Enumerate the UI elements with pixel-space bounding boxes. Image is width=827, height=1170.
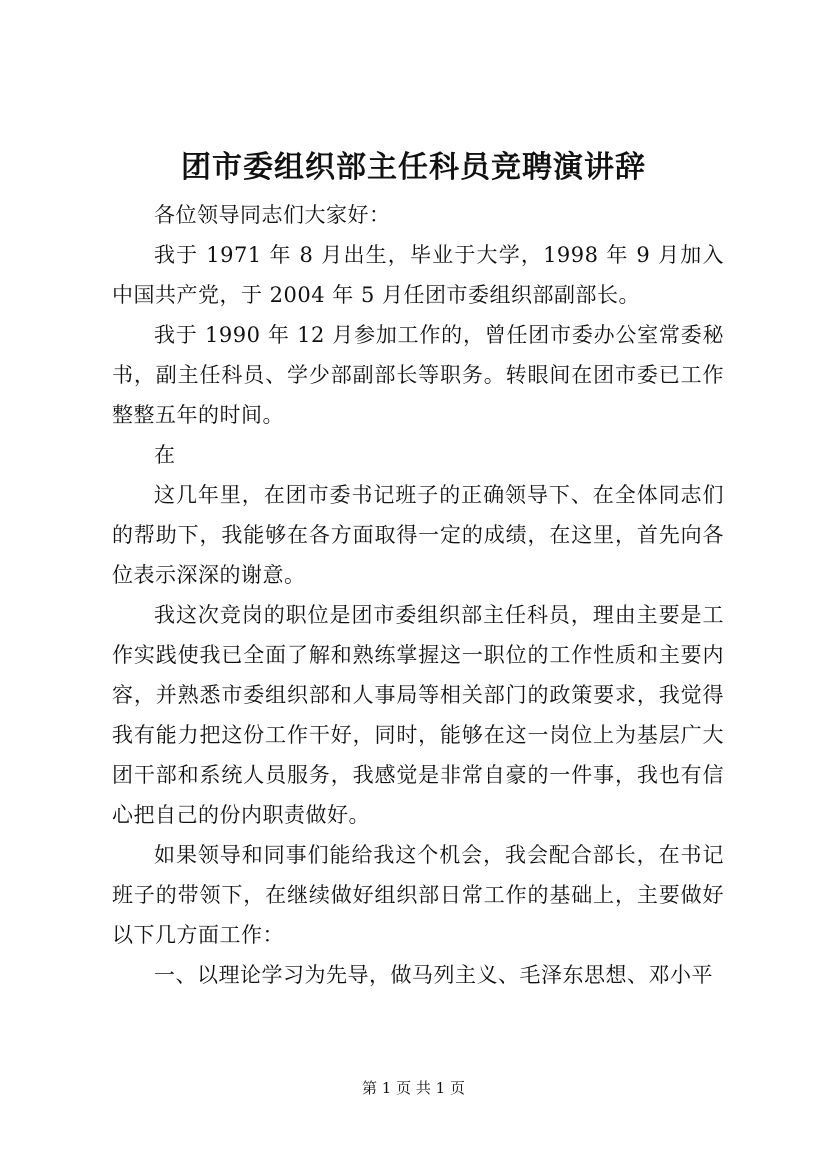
document-title: 团市委组织部主任科员竞聘演讲辞 (181, 150, 646, 185)
document-body (112, 195, 724, 995)
paragraph-position-reason: 我这次竞岗的职位是团市委组织部主任科员，理由主要是工作实践使我已全面了解和熟练掌握这一职位的工作性质和主要内容，并熟悉市委组织部和人事局等相关部门的政策要求，我觉得我有能力把这份工作干好，同时，能够在这一岗位上为基层广大团干部和系统人员服务，我感觉是非常自豪的一件事，我也有信心把自己的份内职责做好。 (112, 603, 724, 827)
paragraph-plan-intro: 如果领导和同事们能给我这个机会，我会配合部长，在书记班子的带领下，在继续做好组织部日常工作的基础上，主要做好以下几方面工作： (112, 843, 724, 947)
paragraph-work-history: 我于 1990 年 12 月参加工作的，曾任团市委办公室常委秘书，副主任科员、学少部副部长等职务。转眼间在团市委已工作整整五年的时间。 (112, 323, 724, 427)
paragraph-fragment: 在 (154, 443, 176, 467)
paragraph-plan-item-1: 一、以理论学习为先导，做马列主义、毛泽东思想、邓小平 (154, 963, 713, 987)
paragraph-greeting: 各位领导同志们大家好： (154, 203, 391, 227)
page-footer: 第 1 页 共 1 页 (362, 1079, 465, 1097)
paragraph-background: 我于 1971 年 8 月出生，毕业于大学，1998 年 9 月加入中国共产党，于 2004 年 5 月任团市委组织部副部长。 (112, 243, 724, 307)
paragraph-achievements: 这几年里，在团市委书记班子的正确领导下、在全体同志们的帮助下，我能够在各方面取得一定的成绩，在这里，首先向各位表示深深的谢意。 (112, 483, 724, 587)
